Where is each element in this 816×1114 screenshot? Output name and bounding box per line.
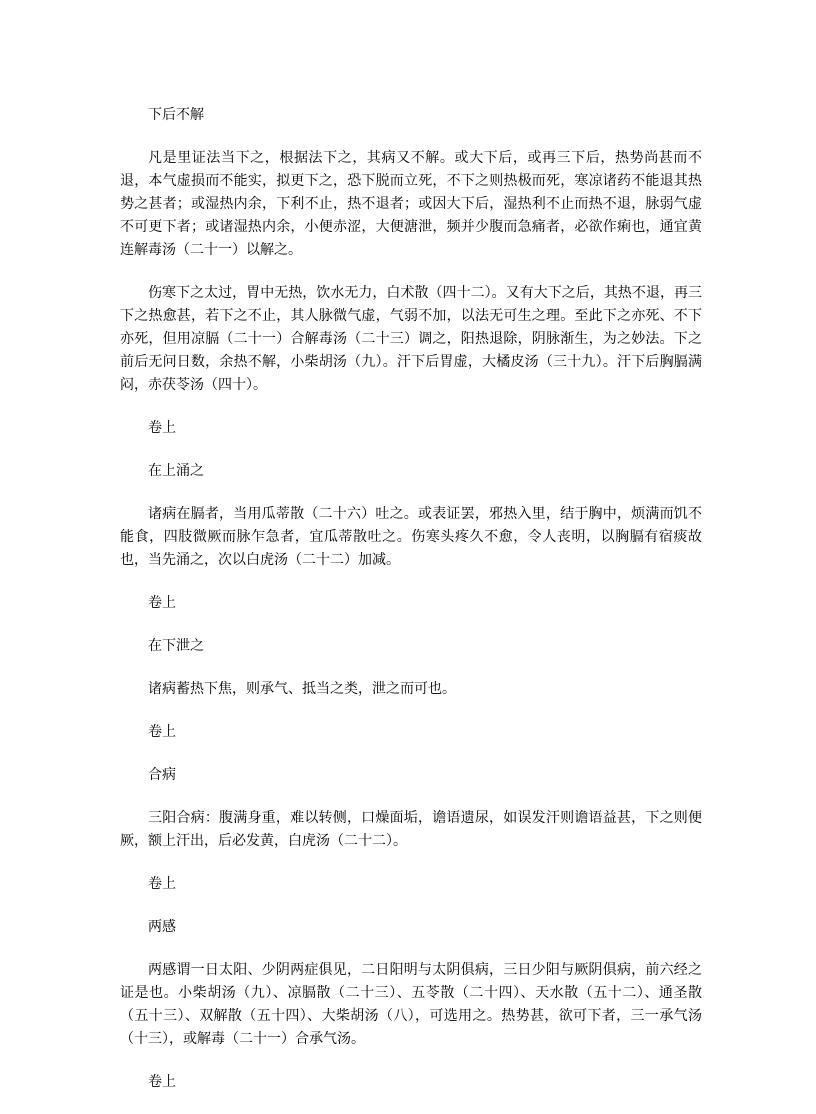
volume-label: 卷上 bbox=[148, 876, 176, 892]
section-heading: 在下泄之 bbox=[148, 638, 204, 654]
document-page bbox=[120, 104, 702, 1114]
volume-label: 卷上 bbox=[148, 420, 176, 436]
paragraph: 伤寒下之太过，胃中无热，饮水无力，白术散（四十二）。又有大下之后，其热不退，再三下之热愈甚，若下之不止，其人脉微气虚，气弱不加，以法无可生之理。至此下之亦死、不下亦死，但用凉膈（二十一）合解毒汤（二十三）调之，阳热退除，阴脉渐生，为之妙法。下之前后无问日数，余热不解，小柴胡汤（九）。汗下后胃虚，大橘皮汤（三十九）。汗下后胸膈满闷，赤茯苓汤（四十）。 bbox=[120, 285, 702, 393]
volume-label: 卷上 bbox=[148, 1074, 176, 1090]
section-heading: 两感 bbox=[148, 919, 176, 935]
section-heading: 下后不解 bbox=[148, 107, 204, 123]
section-heading: 在上涌之 bbox=[148, 463, 204, 479]
paragraph: 凡是里证法当下之，根据法下之，其病又不解。或大下后，或再三下后，热势尚甚而不退，本气虚损而不能实，拟更下之，恐下脱而立死，不下之则热极而死，寒凉诸药不能退其热势之甚者；或湿热内余，下利不止，热不退者；或因大下后，湿热利不止而热不退，脉弱气虚不可更下者；或诸湿热内余，小便赤涩，大便溏泄，频并少腹而急痛者，必欲作痢也，通宜黄连解毒汤（二十一）以解之。 bbox=[120, 150, 702, 258]
paragraph: 诸病在膈者，当用瓜蒂散（二十六）吐之。或表证罢，邪热入里，结于胸中，烦满而饥不能食，四肢微厥而脉乍急者，宜瓜蒂散吐之。伤寒头疼久不愈，令人丧明，以胸膈有宿痰故也，当先涌之，次以白虎汤（二十二）加减。 bbox=[120, 506, 702, 568]
paragraph: 诸病蓄热下焦，则承气、抵当之类，泄之而可也。 bbox=[148, 681, 456, 697]
section-heading: 合病 bbox=[148, 767, 176, 783]
paragraph: 三阳合病：腹满身重，难以转侧，口燥面垢，谵语遗尿，如误发汗则谵语益甚，下之则便厥，额上汗出，后必发黄，白虎汤（二十二）。 bbox=[120, 810, 702, 849]
paragraph: 两感谓一日太阳、少阴两症俱见，二日阳明与太阴俱病，三日少阳与厥阴俱病，前六经之证是也。小柴胡汤（九）、凉膈散（二十三）、五苓散（二十四）、天水散（五十二）、通圣散（五十三）、双解散（五十四）、大柴胡汤（八），可选用之。热势甚，欲可下者，三一承气汤（十三），或解毒（二十一）合承气汤。 bbox=[120, 962, 702, 1047]
volume-label: 卷上 bbox=[148, 595, 176, 611]
volume-label: 卷上 bbox=[148, 724, 176, 740]
